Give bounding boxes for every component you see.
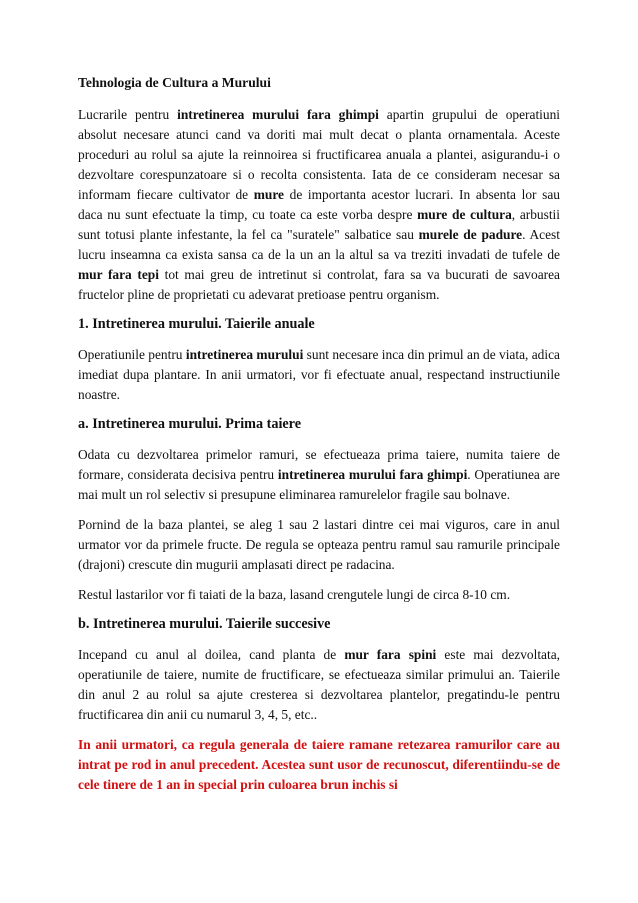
highlighted-rule-paragraph: In anii urmatori, ca regula generala de taiere ramane retezarea ramurilor care au intrat pe rod in anul precedent. Acestea sunt usor de recunoscut, diferentiindu-se de cele tinere de 1 an in special prin culoarea brun inchis si [78,737,560,792]
shoot-selection-paragraph: Pornind de la baza plantei, se aleg 1 sau 2 lastari dintre cei mai viguros, care in anul urmator vor da primele fructe. De regula se opteaza pentru ramul sau ramurile principale (drajoni) crescute din mugurii amplasati direct pe radacina. [78,517,560,572]
text-run: . Acest lucru inseamna ca exista sansa ca de la un an la altul sa va treziti invadati de tufele de [78,227,560,262]
first-pruning-paragraph [78,445,560,505]
text-run: de importanta acestor lucrari. In absenta lor sau daca nu sunt efectuate la timp, cu toate ca este vorba despre [78,187,560,222]
text-run: este mai dezvoltata, operatiunile de taiere, numite de fructificare, se efectueaza similar primului an. Taierile din anul 2 au rolul sa ajute cresterea si dezvoltarea plantelor, pregatindu-le pentru fructificarea din anii cu numarul 3, 4, 5, etc.. [78,647,560,722]
annual-pruning-paragraph [78,345,560,405]
successive-pruning-paragraph [78,645,560,725]
text-run: . Operatiunea are mai mult un rol selectiv si presupune eliminarea ramurelelor fragile sau bolnave. [78,467,560,502]
intro-paragraph [78,105,560,305]
section-heading-first-pruning: a. Intretinerea murului. Prima taiere [78,416,302,432]
text-run: Odata cu dezvoltarea primelor ramuri, se efectueaza prima taiere, numita taiere de formare, considerata decisiva pentru [78,447,560,482]
bold-keyword: intretinerea murului fara ghimpi [177,107,379,122]
bold-keyword: intretinerea murului fara ghimpi [277,467,468,482]
text-run: , arbustii sunt totusi plante infestante, la fel ca "suratele" salbatice sau [78,207,560,242]
bold-keyword: mur fara spini [344,647,437,662]
text-run: sunt necesare inca din primul an de viata, adica imediat dupa plantare. In anii urmatori, vor fi efectuate anual, respectand instructiunile noastre. [78,347,560,402]
bold-keyword: intretinerea murului [185,347,304,362]
text-run: Incepand cu anul al doilea, cand planta de [78,647,345,662]
text-run: Lucrarile pentru [78,107,178,122]
text-run: Operatiunile pentru [78,347,186,362]
section-heading-annual-pruning: 1. Intretinerea murului. Taierile anuale [78,316,315,332]
text-run: tot mai greu de intretinut si controlat, fara sa va bucurati de savoarea fructelor pline de proprietati cu adevarat pretioase pentru organism. [78,267,560,302]
bold-keyword: mure [253,187,284,202]
bold-keyword: mur fara tepi [78,267,159,282]
document-title: Tehnologia de Cultura a Murului [78,75,271,90]
section-heading-successive-pruning: b. Intretinerea murului. Taierile succesive [78,616,331,632]
bold-keyword: mure de cultura [417,207,512,222]
remaining-shoots-paragraph: Restul lastarilor vor fi taiati de la baza, lasand crengutele lungi de circa 8-10 cm. [78,587,511,602]
text-run: apartin grupului de operatiuni absolut necesare atunci cand va doriti mai mult decat o planta ornamentala. Aceste proceduri au rolul sa ajute la reinnoirea si fructificarea anuala a plantei, asigurandu-i o dezvoltare corespunzatoare si o recolta consistenta. Iata de ce consideram necesar sa informam fiecare cultivator de [78,107,560,202]
bold-keyword: murele de padure [418,227,523,242]
